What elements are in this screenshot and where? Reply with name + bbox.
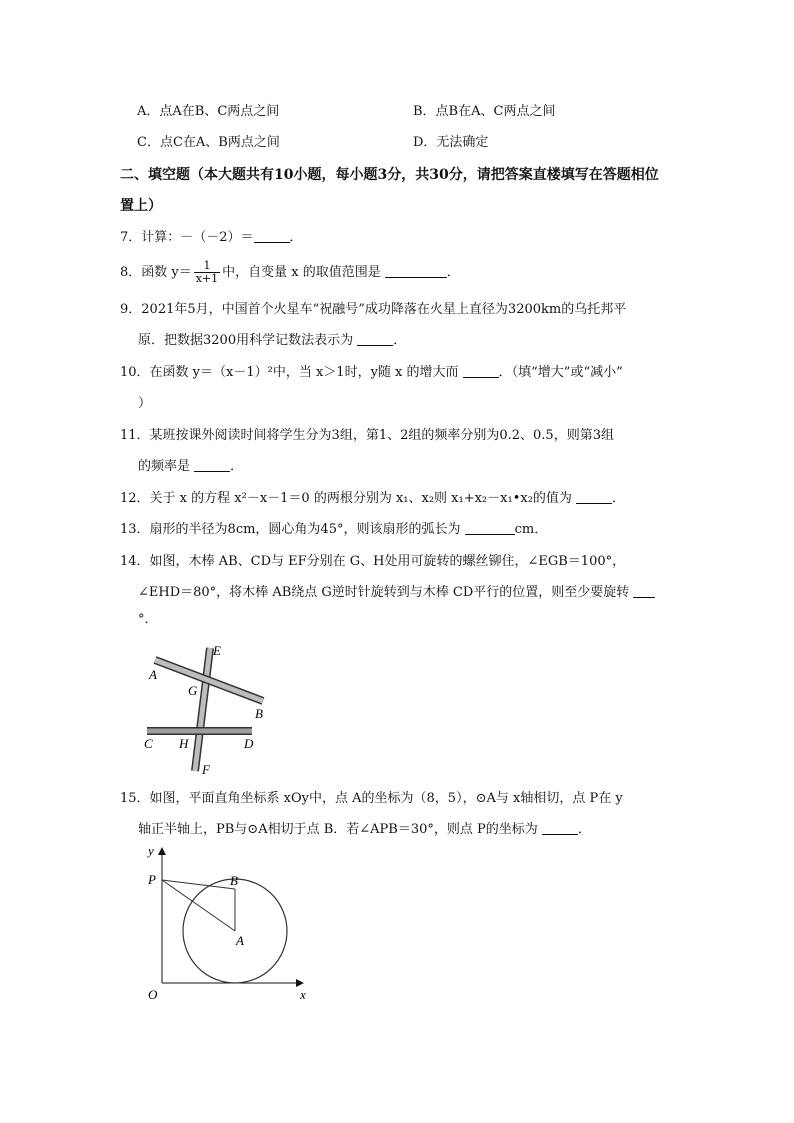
q9-text: 原．把数据3200用科学记数法表示为	[138, 333, 354, 348]
answer-blank[interactable]	[542, 820, 578, 835]
q13-text: 13．扇形的半径为8cm，圆心角为45°，则该扇形的弧长为	[120, 522, 461, 537]
q14-text: ∠EHD＝80°，将木棒 AB绕点 G逆时针旋转到与木棒 CD平行的位置，则至少要旋转	[138, 585, 630, 600]
answer-blank[interactable]	[254, 228, 290, 243]
answer-blank[interactable]	[465, 520, 515, 535]
option-c: C．点C在A、B两点之间	[137, 135, 280, 150]
question-15-line2	[138, 820, 591, 840]
label-a: A	[236, 933, 244, 948]
fraction	[194, 260, 220, 285]
q15-text: 轴正半轴上，PB与⊙A相切于点 B．若∠APB＝30°，则点 P的坐标为	[138, 822, 538, 837]
question-11-line1: 11．某班按课外阅读时间将学生分为3组，第1、2组的频率分别为0.2、0.5，则第3组	[120, 428, 614, 443]
label-c: C	[144, 736, 153, 751]
q10-text: 10．在函数 y＝（x－1）²中，当 x＞1时，y随 x 的增大而	[120, 365, 459, 380]
q7-end: ．	[289, 230, 303, 245]
question-10-line2: ）	[138, 396, 152, 411]
label-h: H	[179, 736, 189, 751]
label-a: A	[149, 667, 157, 682]
answer-blank[interactable]	[357, 331, 393, 346]
q12-end: ．	[612, 491, 626, 506]
fraction-numerator: 1	[194, 260, 220, 273]
q9-end: ．	[393, 333, 407, 348]
option-a: A．点A在B、C两点之间	[137, 104, 280, 119]
label-b: B	[255, 706, 263, 721]
answer-blank[interactable]	[194, 457, 230, 472]
answer-blank[interactable]	[385, 263, 447, 278]
question-7	[120, 228, 303, 248]
option-b: B．点B在A、C两点之间	[413, 104, 556, 119]
q8-end: ．	[446, 265, 460, 280]
question-10-line1	[120, 363, 623, 383]
q8-text: 8．函数 y＝	[120, 265, 192, 280]
question-14-line2	[138, 583, 655, 603]
label-d: D	[244, 736, 254, 751]
q10-text-2: ．（填“增大”或“减小”	[498, 365, 623, 380]
fraction-denominator: x+1	[195, 272, 219, 285]
question-9-line1: 9．2021年5月，中国首个火星车“祝融号”成功降落在火星上直径为3200km的乌托邦平	[120, 302, 627, 317]
label-o: O	[148, 987, 158, 1002]
q11-text: 的频率是	[138, 459, 191, 474]
figure-15	[140, 843, 320, 1008]
q15-end: ．	[577, 822, 591, 837]
figure-14	[135, 638, 275, 783]
label-g: G	[188, 683, 198, 698]
q8-text-2: 中，自变量 x 的取值范围是	[222, 265, 381, 280]
label-p: P	[148, 872, 156, 887]
label-y: y	[148, 843, 154, 858]
label-x: x	[300, 987, 306, 1002]
question-14-line1: 14．如图，木棒 AB、CD与 EF分别在 G、H处用可旋转的螺丝铆住，∠EGB＝100°，	[120, 554, 626, 569]
label-f: F	[202, 762, 210, 777]
stick-ef	[195, 648, 210, 771]
question-12	[120, 489, 625, 509]
question-15-line1: 15．如图，平面直角坐标系 xOy中，点 A的坐标为（8，5），⊙A与 x轴相切，点 P在 y	[120, 791, 623, 806]
q7-text: 7．计算：－（－2）＝	[120, 230, 254, 245]
option-d: D．无法确定	[413, 135, 489, 150]
question-9-line2	[138, 331, 406, 351]
label-b: B	[230, 873, 238, 888]
section-heading-line1: 二、填空题（本大题共有10小题，每小题3分，共30分，请把答案直楼填写在答题相位	[120, 167, 659, 183]
question-14-line3: °．	[138, 612, 158, 627]
question-8	[120, 260, 460, 285]
answer-blank[interactable]	[463, 363, 499, 378]
answer-blank[interactable]	[633, 583, 655, 598]
label-e: E	[213, 643, 221, 658]
question-13	[120, 520, 547, 540]
section-heading-line2: 置上）	[120, 198, 162, 214]
q13-end: cm．	[514, 522, 548, 537]
question-11-line2	[138, 457, 243, 477]
q11-end: ．	[230, 459, 244, 474]
answer-blank[interactable]	[576, 489, 612, 504]
q12-text: 12．关于 x 的方程 x²－x－1＝0 的两根分别为 x₁、x₂则 x₁+x₂－x₁•x₂的值为	[120, 491, 572, 506]
